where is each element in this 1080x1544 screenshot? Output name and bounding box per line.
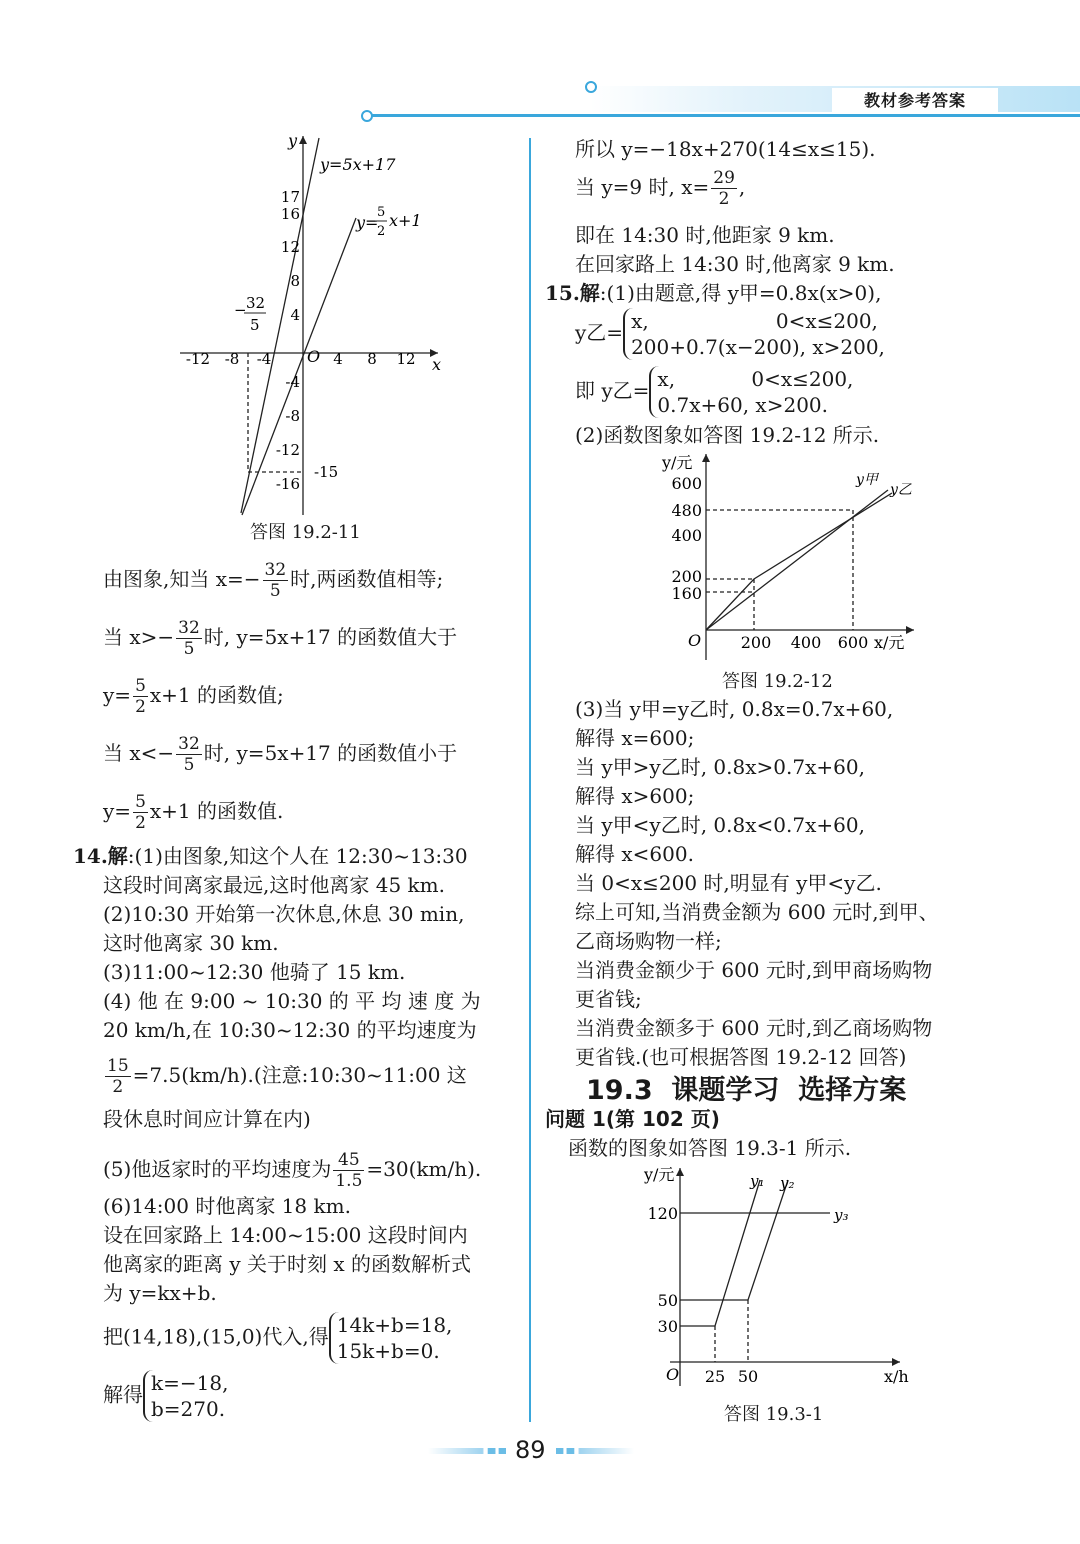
- header-title: 教材参考答案: [832, 88, 998, 112]
- header-rule-dot-icon: [361, 110, 373, 122]
- fig3-line-y1: [680, 1180, 760, 1326]
- right-line4: 在回家路上 14:30 时,他离家 9 km.: [575, 252, 895, 276]
- q15-line1: 15.解:(1)由题意,得 y甲=0.8x(x>0),: [545, 281, 882, 305]
- header-dot-icon: [585, 81, 597, 93]
- q14-system2: 解得 k=−18, b=270.: [103, 1371, 229, 1421]
- q14-line12: 设在回家路上 14:00~15:00 这段时间内: [103, 1223, 468, 1247]
- q15-line6: 解得 x>600;: [575, 784, 695, 808]
- fig1-xtick: 4: [333, 350, 343, 368]
- left-p2: 当 x>− $\frac{32}{5}$ 时, y=5x+17 的函数值大于: [103, 618, 458, 659]
- column-divider: [529, 138, 531, 1422]
- q14-line4: 这时他离家 30 km.: [103, 931, 279, 955]
- q14-line7: 20 km/h,在 10:30~12:30 的平均速度为: [103, 1018, 477, 1042]
- fig1-line2-label-post: x+1: [389, 211, 422, 230]
- problem-line1: 函数的图象如答图 19.3-1 所示.: [568, 1136, 852, 1160]
- fig1-origin: O: [307, 347, 321, 366]
- fig2-y-arrow-icon: [702, 454, 710, 462]
- fig2-ytick: 600: [671, 474, 702, 493]
- q15-line4: 解得 x=600;: [575, 726, 695, 750]
- fig1-ytick: -16: [275, 475, 300, 493]
- fig3-ytick: 50: [657, 1291, 678, 1310]
- fig3-caption: 答图 19.3-1: [724, 1404, 824, 1425]
- left-p4: 当 x<− $\frac{32}{5}$ 时, y=5x+17 的函数值小于: [103, 734, 458, 775]
- fig1-frac-sign: −: [234, 301, 247, 319]
- fig1-xtick: 8: [367, 350, 377, 368]
- q14-line9: 段休息时间应计算在内): [103, 1107, 311, 1131]
- q15-line8: 解得 x<600.: [575, 842, 694, 866]
- q14-line14: 为 y=kx+b.: [103, 1281, 217, 1305]
- fig1-caption: 答图 19.2-11: [250, 522, 361, 543]
- right-line1: 所以 y=−18x+270(14≤x≤15).: [575, 137, 876, 161]
- q15-line14: 当消费金额多于 600 元时,到乙商场购物: [575, 1016, 933, 1040]
- section-title: 19.3 课题学习 选择方案: [586, 1075, 907, 1106]
- fig1-frac-den: 5: [250, 316, 260, 334]
- figure-19-2-11: [170, 130, 450, 520]
- q15-line5: 当 y甲>y乙时, 0.8x>0.7x+60,: [575, 755, 865, 779]
- q15-line15: 更省钱.(也可根据答图 19.2-12 回答): [575, 1045, 907, 1069]
- q15-piecewise2: 即 y乙= x, 0<x≤200, 0.7x+60, x>200.: [575, 367, 854, 417]
- q14-system1: 把(14,18),(15,0)代入,得 14k+b=18, 15k+b=0.: [103, 1313, 453, 1363]
- q14-line6: (4) 他 在 9:00 ~ 10:30 的 平 均 速 度 为: [103, 989, 481, 1013]
- fig3-s3-label: y₃: [834, 1206, 849, 1224]
- header-rule: [366, 114, 1080, 117]
- fig2-ytick: 160: [671, 584, 702, 603]
- fig1-line2-label-pre: y=: [356, 213, 379, 232]
- q15-line9: 当 0<x≤200 时,明显有 y甲<y乙.: [575, 871, 882, 895]
- left-p5: y= $\frac{5}{2}$ x+1 的函数值.: [103, 792, 284, 833]
- page-deco-right: [556, 1448, 634, 1454]
- fig2-line-y-yi: [706, 493, 892, 630]
- fig2-line-y-jia: [706, 490, 888, 630]
- left-p3: y= $\frac{5}{2}$ x+1 的函数值;: [103, 676, 284, 717]
- page-deco-left: [428, 1448, 506, 1454]
- fig3-origin: O: [666, 1365, 680, 1384]
- fig1-line2-den: 2: [377, 224, 386, 239]
- fig2-origin: O: [688, 631, 702, 650]
- q15-line7: 当 y甲<y乙时, 0.8x<0.7x+60,: [575, 813, 865, 837]
- q15-line11: 乙商场购物一样;: [575, 929, 722, 953]
- fig2-ytick: 400: [671, 526, 702, 545]
- fig3-s2-label: y₂: [780, 1174, 795, 1192]
- q14-line11: (6)14:00 时他离家 18 km.: [103, 1194, 351, 1218]
- fig1-ytick: -15: [314, 463, 339, 481]
- fig3-ytick: 120: [647, 1204, 678, 1223]
- fig3-xtick: 50: [737, 1367, 759, 1386]
- fig1-xtick: 12: [396, 350, 416, 368]
- q15-line12: 当消费金额少于 600 元时,到甲商场购物: [575, 958, 933, 982]
- q15-line3: (3)当 y甲=y乙时, 0.8x=0.7x+60,: [575, 697, 894, 721]
- fig1-ytick: 16: [280, 205, 300, 223]
- fig1-ytick: 8: [290, 272, 300, 290]
- fig1-xtick: -8: [224, 350, 240, 368]
- fig3-x-arrow-icon: [892, 1358, 900, 1366]
- fig1-x-label: x: [432, 355, 442, 374]
- fig1-ytick: -12: [275, 441, 300, 459]
- fig1-line2-num: 5: [377, 205, 386, 220]
- fig2-ylabel: y/元: [662, 453, 693, 472]
- fig2-xtick: 400: [790, 633, 822, 652]
- fig1-y-label: y: [288, 131, 298, 150]
- fig2-series2-label: y乙: [890, 482, 912, 498]
- q14-line1: 14.解:(1)由图象,知这个人在 12:30~13:30: [73, 844, 468, 868]
- fig2-ytick: 480: [671, 501, 702, 520]
- fig1-ytick: -8: [285, 407, 300, 425]
- figure-19-3-1: [630, 1160, 920, 1395]
- fig3-xtick: 25: [704, 1367, 726, 1386]
- q15-piecewise1: y乙= x, 0<x≤200, 200+0.7(x−200), x>200,: [575, 309, 885, 359]
- figure-19-2-12: [640, 448, 920, 663]
- q15-line10: 综上可知,当消费金额为 600 元时,到甲、: [575, 900, 939, 924]
- right-line2: 当 y=9 时, x= $\frac{29}{2}$ ,: [575, 168, 746, 209]
- fig3-s1-label: y₁: [750, 1172, 765, 1190]
- right-line3: 即在 14:30 时,他距家 9 km.: [575, 223, 835, 247]
- fig2-xtick: 600: [837, 633, 869, 652]
- q14-line5: (3)11:00~12:30 他骑了 15 km.: [103, 960, 406, 984]
- problem-label: 问题 1(第 102 页): [545, 1107, 720, 1131]
- fig1-frac-num: 32: [246, 294, 266, 312]
- fig1-ytick: 4: [290, 306, 300, 324]
- fig2-xtick: 200: [740, 633, 772, 652]
- q14-line10: (5)他返家时的平均速度为 $\frac{45}{1.5}$ =30(km/h).: [103, 1150, 482, 1191]
- fig1-xtick: -4: [256, 350, 272, 368]
- q15-line2: (2)函数图象如答图 19.2-12 所示.: [575, 423, 880, 447]
- fig2-xlabel: x/元: [874, 633, 905, 652]
- fig3-ylabel: y/元: [644, 1165, 675, 1184]
- y-arrow-icon: [299, 136, 307, 144]
- fig3-xlabel: x/h: [884, 1367, 909, 1386]
- fig1-ytick: 12: [280, 238, 300, 256]
- fig2-series1-label: y甲: [856, 472, 878, 488]
- fig2-x-arrow-icon: [906, 626, 914, 634]
- fig3-y-arrow-icon: [676, 1168, 684, 1176]
- left-p1: 由图象,知当 x=− $\frac{32}{5}$ 时,两函数值相等;: [103, 560, 444, 601]
- fig2-ytick: 200: [671, 567, 702, 586]
- fig3-ytick: 30: [657, 1317, 678, 1336]
- fig2-caption: 答图 19.2-12: [722, 671, 833, 692]
- fig3-line-y2: [680, 1180, 788, 1300]
- q14-line8: $\frac{15}{2}$ =7.5(km/h).(注意:10:30~11:00 这: [107, 1056, 467, 1097]
- page-number: 89: [515, 1436, 546, 1464]
- q14-line3: (2)10:30 开始第一次休息,休息 30 min,: [103, 902, 465, 926]
- fig1-xtick: -12: [185, 350, 211, 368]
- fig1-line1-label: y=5x+17: [320, 155, 396, 174]
- fig1-ytick: 17: [280, 188, 300, 206]
- q14-line2: 这段时间离家最远,这时他离家 45 km.: [103, 873, 445, 897]
- q15-line13: 更省钱;: [575, 987, 642, 1011]
- fig1-ytick: -4: [285, 373, 300, 391]
- q14-line13: 他离家的距离 y 关于时刻 x 的函数解析式: [103, 1252, 472, 1276]
